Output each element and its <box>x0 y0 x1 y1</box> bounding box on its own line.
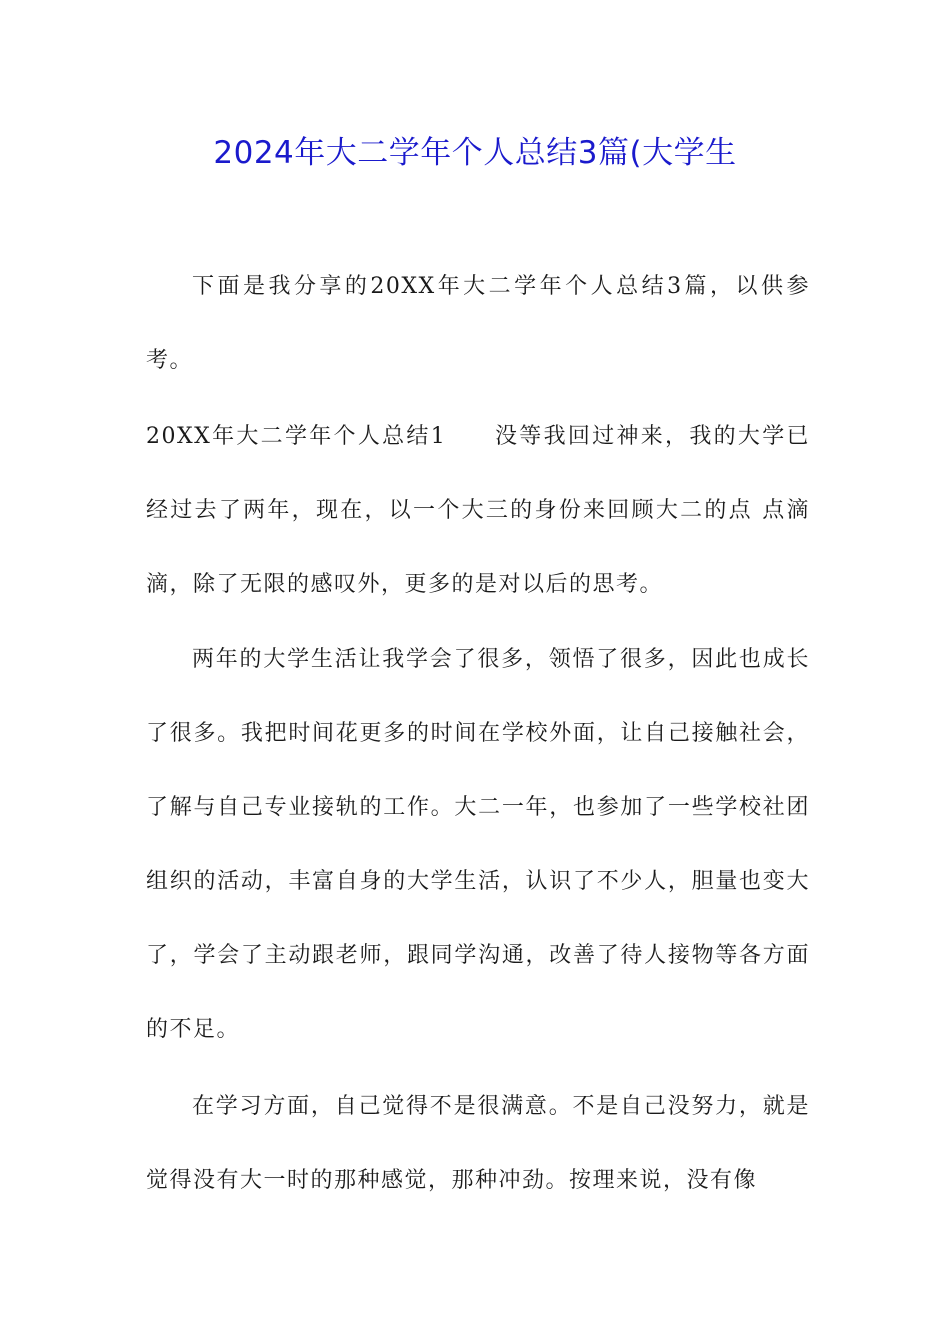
document-title: 2024年大二学年个人总结3篇(大学生 <box>213 135 737 171</box>
section1-paragraph <box>146 400 810 622</box>
intro-paragraph: 下面是我分享的20XX年大二学年个人总结3篇，以供参考。 <box>146 274 810 373</box>
body-paragraph-3: 在学习方面，自己觉得不是很满意。不是自己没努力，就是觉得没有大一时的那种感觉，那种冲劲。按理来说，没有像 <box>146 1094 810 1193</box>
body-paragraph-2: 两年的大学生活让我学会了很多，领悟了很多，因此也成长了很多。我把时间花更多的时间在学校外面，让自己接触社会，了解与自己专业接轨的工作。大二一年，也参加了一些学校社团组织的活动，丰富自身的大学生活，认识了不少人，胆量也变大了，学会了主动跟老师，跟同学沟通，改善了待人接物等各方面的不足。 <box>146 647 810 1042</box>
section1-text: 没等我回过神来，我的大学已经过去了两年，现在，以一个大三的身份来回顾大二的点 点滴滴，除了无限的感叹外，更多的是对以后的思考。 <box>146 424 810 597</box>
section1-heading: 20XX年大二学年个人总结1 <box>146 424 447 449</box>
